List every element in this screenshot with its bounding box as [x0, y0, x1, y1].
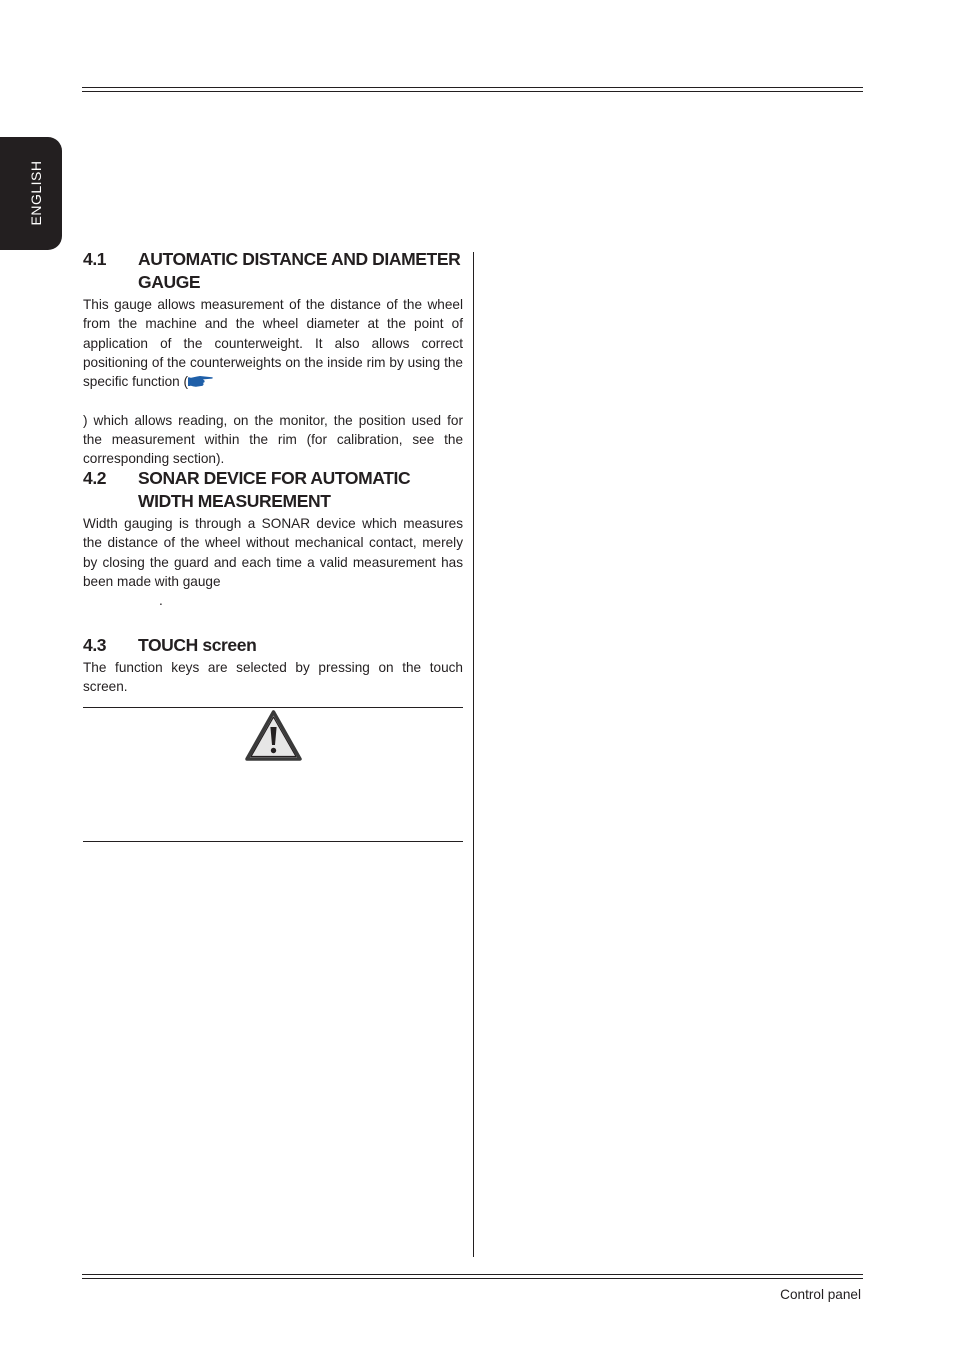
language-tab — [0, 137, 62, 250]
header-rule — [82, 87, 863, 88]
footer-label: Control panel — [780, 1287, 861, 1302]
body-text-after-icon: ) which allows reading, on the monitor, the position used for the measurement within the rim (for calibration, see the corresponding section). — [83, 412, 463, 467]
language-label: ENGLISH — [28, 160, 44, 226]
warning-box-top-rule — [83, 707, 463, 708]
footer-rule — [82, 1274, 863, 1275]
section-4-3 — [83, 634, 463, 697]
section-heading — [83, 248, 463, 294]
section-number: 4.3 — [83, 635, 107, 655]
section-body: Width gauging is through a SONAR device which measures the distance of the wheel without mechanical contact, merely by closing the guard and each time a valid measurement has been made with gauge — [83, 516, 463, 589]
section-body: The function keys are selected by pressing on the touch screen. — [83, 660, 463, 695]
body-text-before-icon: This gauge allows measurement of the distance of the wheel from the machine and the wheel diameter at the point of application of the counterweight. It also allows correct positioning of the counterweights on the inside rim by using the specific function ( — [83, 297, 463, 390]
section-number: 4.2 — [83, 468, 107, 488]
section-title: SONAR DEVICE FOR AUTOMATIC WIDTH MEASUREMENT — [138, 468, 411, 511]
section-4-2 — [83, 467, 463, 610]
trailing-period: . — [159, 593, 163, 609]
section-4-1 — [83, 248, 463, 469]
section-number: 4.1 — [83, 249, 107, 269]
section-heading — [83, 467, 463, 513]
column-divider — [473, 252, 474, 1257]
section-body — [83, 295, 463, 469]
icon-spacer — [83, 391, 463, 410]
warning-box-bottom-rule — [83, 841, 463, 842]
warning-triangle-icon — [245, 710, 302, 762]
section-heading — [83, 634, 463, 657]
footer-rule-thin — [82, 1278, 863, 1279]
section-title: TOUCH screen — [138, 635, 257, 655]
section-title: AUTOMATIC DISTANCE AND DIAMETER GAUGE — [138, 249, 461, 292]
header-rule-thin — [82, 91, 863, 92]
pointing-hand-icon — [188, 374, 214, 388]
